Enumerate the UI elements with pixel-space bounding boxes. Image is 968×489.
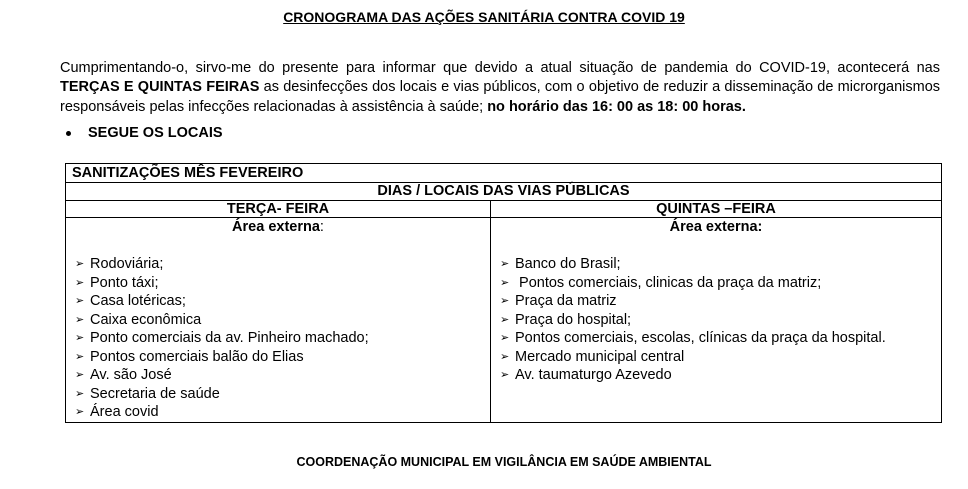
place-label: Rodoviária;: [90, 256, 164, 272]
arrowhead-bullet-icon: ➢: [75, 332, 85, 344]
footer-signature: COORDENAÇÃO MUNICIPAL EM VIGILÂNCIA EM SAÚDE AMBIENTAL: [296, 455, 712, 469]
intro-text-2: as desinfecções dos locais e vias públicos, com o objetivo de reduzir a disseminação de microrganismos responsáveis pelas infecções relacionadas à assistência à saúde;: [60, 79, 941, 115]
list-item: [72, 311, 484, 330]
tuesday-area-label-suffix: :: [319, 219, 324, 235]
thursday-header-cell: QUINTAS –FEIRA: [491, 201, 942, 218]
place-label: Pontos comerciais, clinicas da praça da matriz;: [515, 274, 822, 291]
place-label: Av. são José: [90, 367, 172, 383]
place-label: Pontos comerciais balão do Elias: [90, 348, 304, 365]
list-item: [72, 274, 484, 293]
place-label: Secretaria de saúde: [90, 385, 220, 402]
thursday-place-list: [497, 255, 935, 385]
place-label: Praça da matriz: [515, 293, 617, 309]
thursday-locations-cell: [491, 218, 942, 423]
tuesday-area-label-text: Área externa: [232, 219, 320, 235]
arrowhead-bullet-icon: ➢: [75, 313, 85, 326]
table-month-row: [66, 164, 942, 183]
table-body-row: [66, 218, 942, 423]
list-item: [72, 366, 484, 385]
place-label: Praça do hospital;: [515, 311, 632, 328]
month-header-cell: SANITIZAÇÕES MÊS FEVEREIRO: [66, 164, 942, 183]
arrowhead-bullet-icon: ➢: [500, 350, 510, 363]
section-bullet-label: SEGUE OS LOCAIS: [88, 125, 223, 141]
arrowhead-bullet-icon: ➢: [500, 276, 510, 289]
list-item: [72, 329, 484, 348]
schedule-table: [65, 163, 942, 423]
place-label: Av. taumaturgo Azevedo: [515, 367, 672, 383]
list-item: [497, 255, 935, 274]
section-bullet: [66, 125, 223, 141]
list-item: [72, 255, 484, 274]
list-item: [72, 403, 484, 422]
table-subheader-row: [66, 183, 942, 201]
list-item: [72, 385, 484, 404]
place-label: Caixa econômica: [90, 311, 202, 328]
table-days-row: [66, 201, 942, 218]
intro-text-1: Cumprimentando-o, sirvo-me do presente para informar que devido a atual situação de pandemia do COVID-19, acontecerá nas: [60, 59, 940, 76]
list-item: [72, 292, 484, 311]
subheader-cell: DIAS / LOCAIS DAS VIAS PÚBLICAS: [66, 183, 942, 201]
list-item: [497, 366, 935, 385]
place-label: Banco do Brasil;: [515, 256, 621, 272]
place-label: Casa lotéricas;: [90, 293, 186, 309]
arrowhead-bullet-icon: ➢: [75, 276, 85, 289]
list-item: [497, 329, 935, 348]
document-title: CRONOGRAMA DAS AÇÕES SANITÁRIA CONTRA COVID 19: [283, 9, 685, 25]
arrowhead-bullet-icon: ➢: [500, 258, 510, 270]
arrowhead-bullet-icon: ➢: [500, 313, 510, 326]
arrowhead-bullet-icon: ➢: [75, 295, 85, 307]
place-label: Pontos comerciais, escolas, clínicas da praça da hospital.: [515, 330, 886, 346]
arrowhead-bullet-icon: ➢: [500, 295, 510, 307]
place-label: Ponto comerciais da av. Pinheiro machado;: [90, 330, 369, 346]
intro-paragraph: [60, 59, 940, 118]
arrowhead-bullet-icon: ➢: [75, 258, 85, 270]
arrowhead-bullet-icon: ➢: [75, 387, 85, 400]
tuesday-area-label: [72, 218, 484, 237]
tuesday-header-cell: TERÇA- FEIRA: [66, 201, 491, 218]
arrowhead-bullet-icon: ➢: [75, 369, 85, 381]
tuesday-locations-cell: [66, 218, 491, 423]
tuesday-place-list: [72, 255, 484, 422]
list-item: [497, 292, 935, 311]
place-label: Área covid: [90, 404, 159, 420]
arrowhead-bullet-icon: ➢: [500, 332, 510, 344]
arrowhead-bullet-icon: ➢: [75, 406, 85, 418]
list-item: [497, 348, 935, 367]
arrowhead-bullet-icon: ➢: [500, 369, 510, 381]
bullet-dot-icon: [66, 131, 71, 136]
intro-bold-schedule: no horário das 16: 00 as 18: 00 horas.: [487, 98, 746, 115]
place-label: Ponto táxi;: [90, 274, 159, 291]
list-item: [72, 348, 484, 367]
list-item: [497, 274, 935, 293]
place-label: Mercado municipal central: [515, 348, 685, 365]
list-item: [497, 311, 935, 330]
thursday-area-label: Área externa:: [669, 219, 763, 235]
arrowhead-bullet-icon: ➢: [75, 350, 85, 363]
intro-bold-days: TERÇAS E QUINTAS FEIRAS: [60, 79, 260, 95]
